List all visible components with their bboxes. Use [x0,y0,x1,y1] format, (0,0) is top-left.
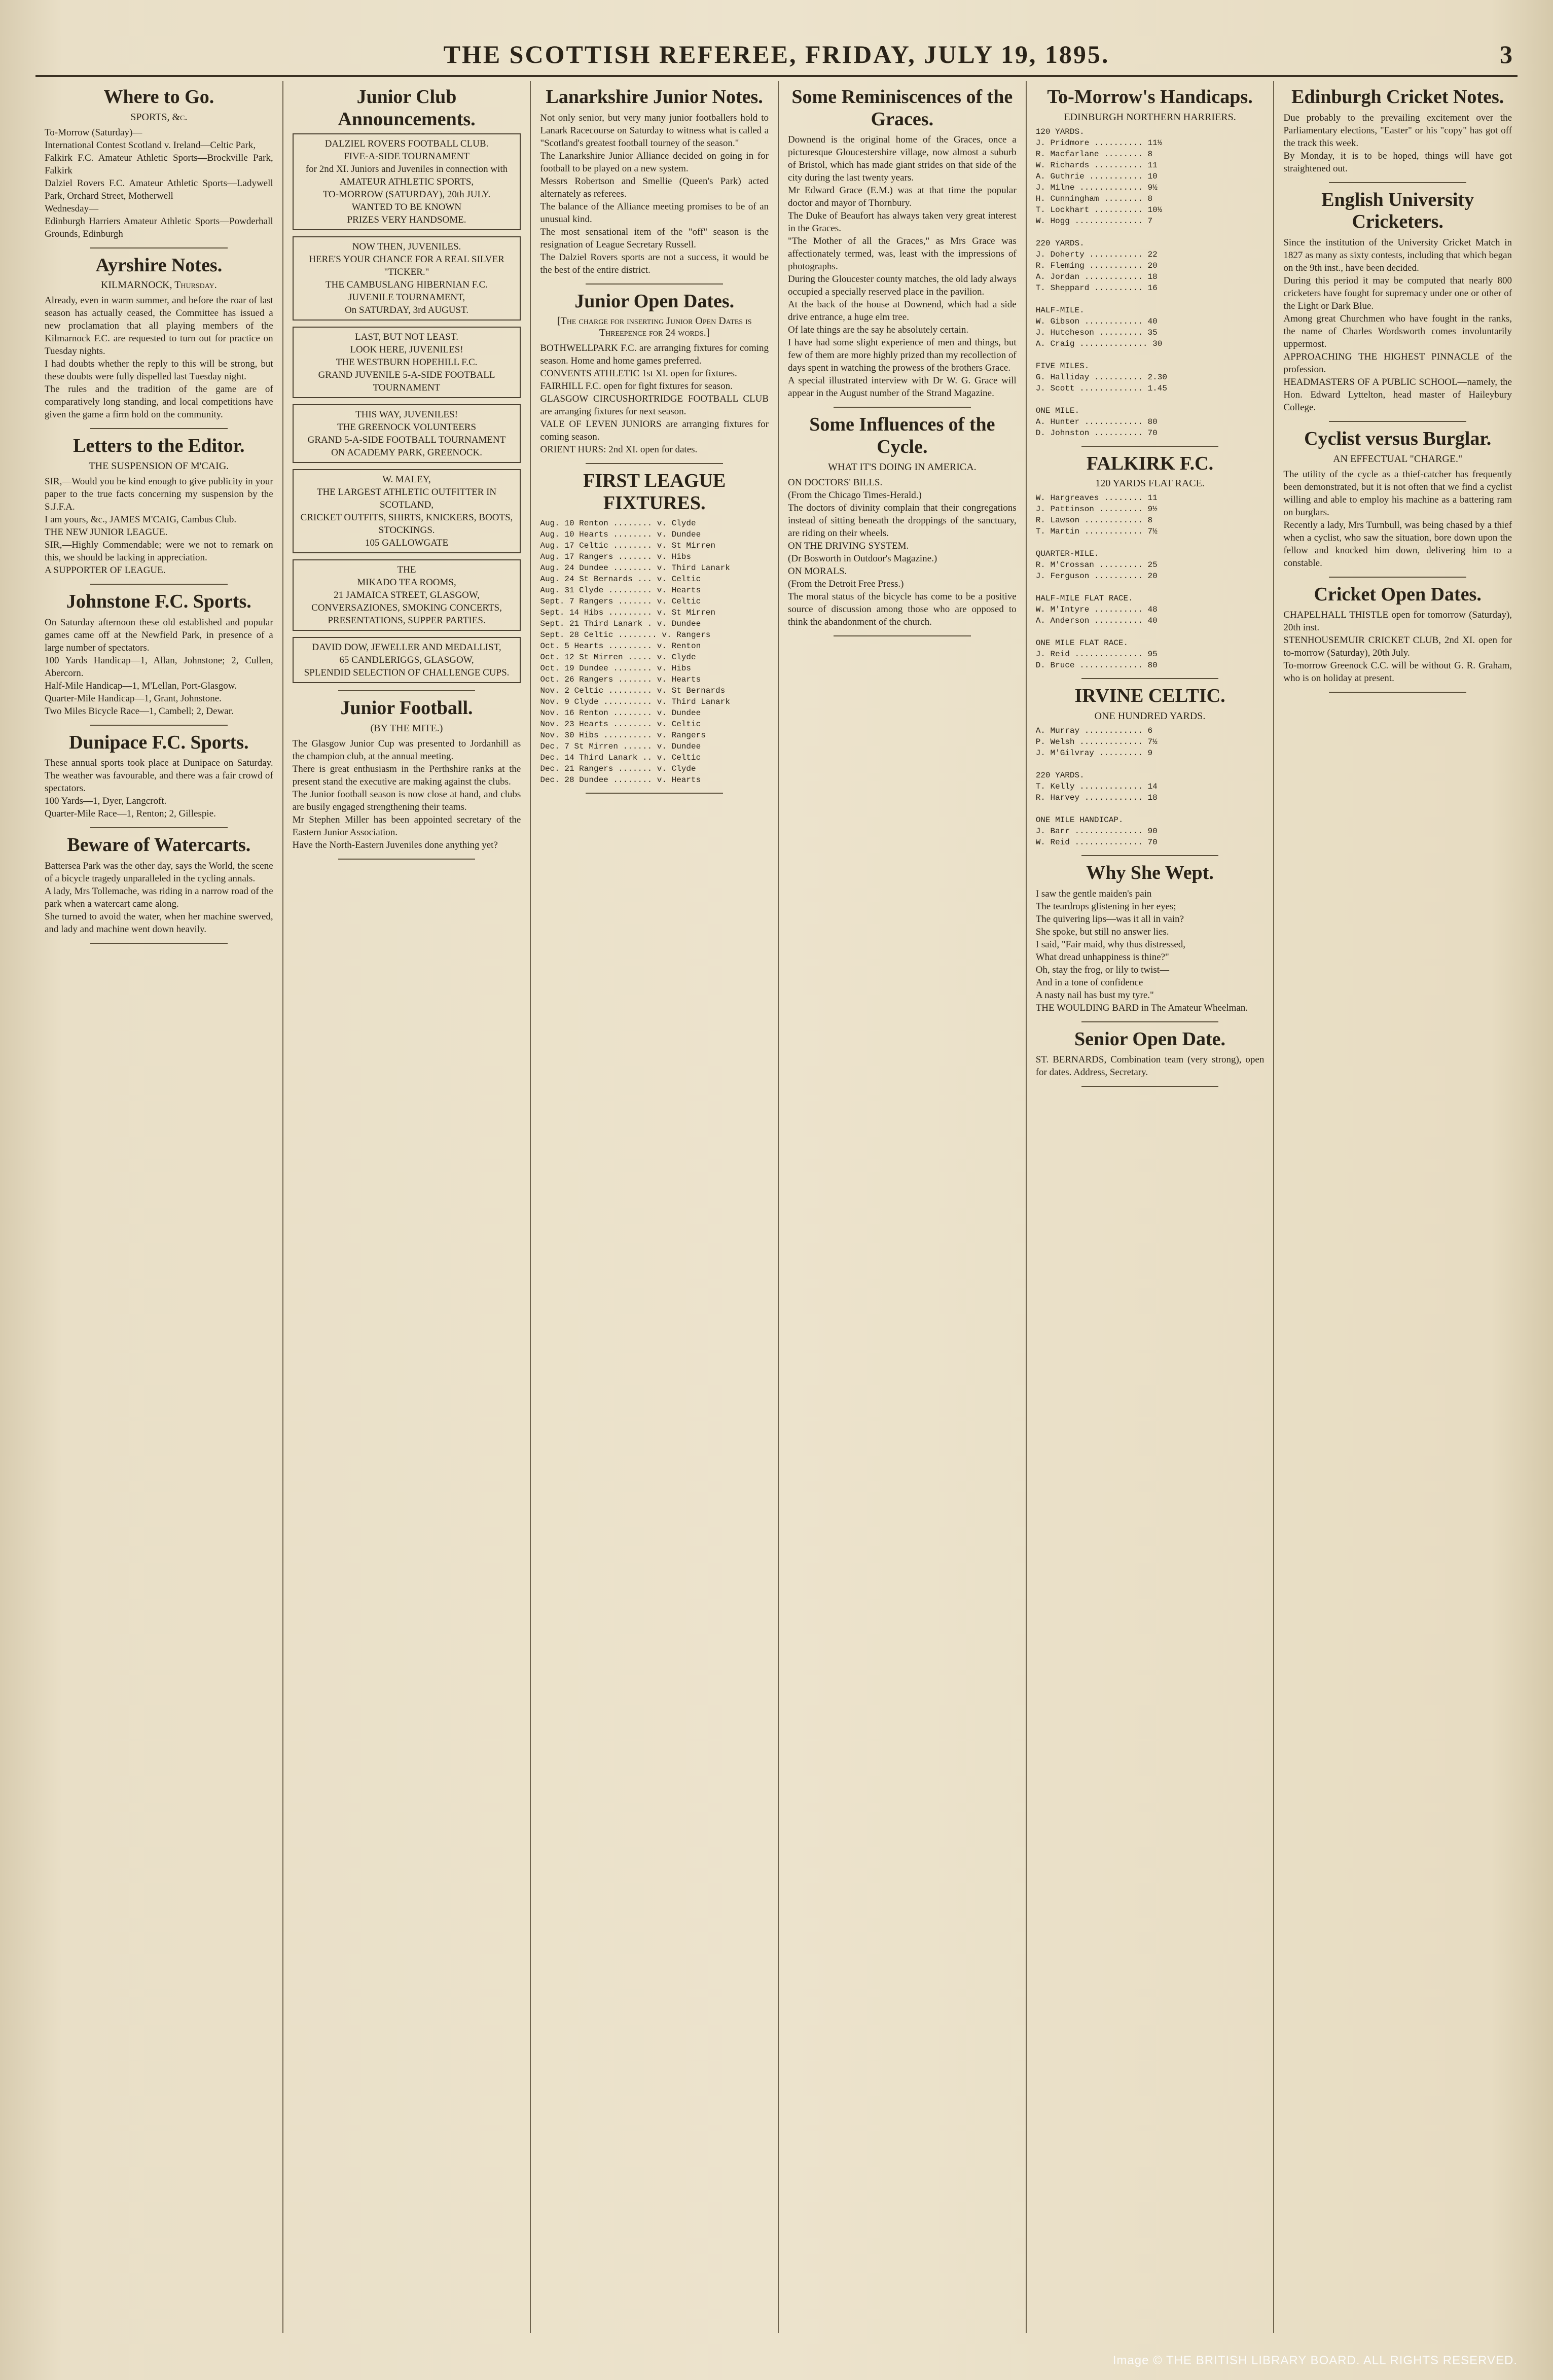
article-paragraph: CONVENTS ATHLETIC 1st XI. open for fixtures. [540,368,737,379]
article-separator [586,283,723,285]
article [45,86,273,240]
columns-container [35,81,1521,2333]
article-paragraph: To-Morrow (Saturday)— [45,127,142,138]
advertisement-line: FIVE-A-SIDE TOURNAMENT [344,151,469,162]
article [45,255,273,421]
advertisement-line: HERE'S YOUR CHANCE FOR A REAL SILVER "TICKER." [309,254,504,278]
advertisement-line: On SATURDAY, 3rd AUGUST. [344,305,469,316]
article-paragraph: Already, even in warm summer, and before the roar of last season has actually ceased, the Committee has issued a new proclamation that all playing members of the Kilmarnock F.C. are requested to turn out for practice on Tuesday nights. [45,295,273,357]
advertisement-line: THE GREENOCK VOLUNTEERS [337,422,477,433]
article-paragraph: At the back of the house at Downend, which had a side drive entrance, a huge elm tree. [788,299,1017,323]
article-paragraph: Downend is the original home of the Graces, once a picturesque Gloucestershire village, now almost a suburb of Bristol, which has made giant strides on that side of the city during the last twenty years. [788,134,1017,184]
page-number: 3 [1500,40,1512,68]
article-paragraph: Not only senior, but very many junior footballers hold to Lanark Racecourse on Saturday to witness what is called a "Scotland's greatest football tourney of the season." [540,112,769,149]
advertisement-line: 21 JAMAICA STREET, GLASGOW, [334,590,480,601]
article-subheading: AN EFFECTUAL "CHARGE." [1333,453,1463,465]
article-paragraph: What dread unhappiness is thine?" [1035,951,1169,963]
copyright-notice: Image © THE BRITISH LIBRARY BOARD. ALL RIGHTS RESERVED. [1112,2354,1518,2367]
article [788,414,1017,628]
article-paragraph: She spoke, but still no answer lies. [1035,926,1169,937]
article-paragraph: A nasty nail has bust my tyre." [1035,989,1154,1001]
article [1036,862,1265,1014]
advertisement-line: SPLENDID SELECTION OF CHALLENGE CUPS. [304,667,510,679]
article-subheading: WHAT IT'S DOING IN AMERICA. [828,461,977,473]
article-paragraph: ON MORALS. [788,565,847,577]
article-separator [834,407,970,408]
article-subheading: 120 YARDS FLAT RACE. [1095,478,1205,489]
article-paragraph: FAIRHILL F.C. open for fight fixtures for season. [540,381,733,392]
advertisement-line: 105 GALLOWGATE [365,538,449,549]
article-paragraph: Half-Mile Handicap—1, M'Lellan, Port-Glasgow. [45,680,237,691]
article [1036,453,1265,671]
article-paragraph: Among great Churchmen who have fought in the ranks, the name of Charles Wordsworth comes involuntarily uppermost. [1283,313,1512,350]
advertisement [293,236,521,321]
article-heading: To-Morrow's Handicaps. [1047,86,1253,108]
article-paragraph: To-morrow Greenock C.C. will be without G. R. Graham, who is on holiday at present. [1283,660,1512,684]
article-paragraph: ON THE DRIVING SYSTEM. [788,540,909,551]
article-paragraph: Wednesday— [45,203,99,214]
article-paragraph: HEADMASTERS OF A PUBLIC SCHOOL—namely, the Hon. Edward Lyttelton, head master of Haileybury College. [1283,377,1512,413]
article-separator [1081,1086,1218,1087]
article-paragraph: (From the Chicago Times-Herald.) [788,489,922,501]
article-separator [1329,692,1466,693]
article-separator [1081,446,1218,447]
column-2 [282,81,530,2333]
article-paragraph: The teardrops glistening in her eyes; [1035,901,1176,912]
article-paragraph: Quarter-Mile Race—1, Renton; 2, Gillespie. [45,808,216,820]
advertisement-line: for 2nd XI. Juniors and Juveniles in connection with [305,164,508,175]
article-paragraph: Dalziel Rovers F.C. Amateur Athletic Sports—Ladywell Park, Orchard Street, Motherwell [45,177,273,201]
article [540,291,769,456]
advertisement-line: CRICKET OUTFITS, SHIRTS, KNICKERS, BOOTS, STOCKINGS. [300,512,513,536]
article-paragraph: Falkirk F.C. Amateur Athletic Sports—Brockville Park, Falkirk [45,152,273,176]
article-subheading: KILMARNOCK, Thursday. [100,279,217,291]
article-separator [1329,421,1466,422]
article-heading: Senior Open Date. [1074,1028,1226,1050]
advertisement-line: AMATEUR ATHLETIC SPORTS, [339,176,474,188]
article-paragraph: (From the Detroit Free Press.) [788,578,904,589]
article-paragraph: (Dr Bosworth in Outdoor's Magazine.) [788,553,937,564]
article-paragraph: GLASGOW CIRCUSHORTRIDGE FOOTBALL CLUB are arranging fixtures for next season. [540,394,769,417]
article-paragraph: Have the North-Eastern Juveniles done anything yet? [292,840,498,851]
advertisement-line: MIKADO TEA ROOMS, [357,577,456,588]
article [788,86,1017,400]
article-paragraph: During this period it may be computed that nearly 800 cricketers have fought for supremacy under one or other of the Light or Dark Blue. [1283,275,1512,312]
article-paragraph: I had doubts whether the reply to this will be strong, but these doubts were fully dispelled last Tuesday night. [45,359,273,382]
article-paragraph: A special illustrated interview with Dr W. G. Grace will appear in the August number of the Strand Magazine. [788,375,1017,399]
article-paragraph: By Monday, it is to be hoped, things will have got straightened out. [1283,150,1512,174]
article-subheading: THE SUSPENSION OF M'CAIG. [89,460,229,472]
article-paragraph: The Lanarkshire Junior Alliance decided on going in for football to be played on a new system. [540,150,769,174]
article-paragraph: The Duke of Beaufort has always taken very great interest in the Graces. [788,210,1017,234]
article-separator [338,690,475,691]
article-separator [90,428,227,429]
article-paragraph: Mr Edward Grace (E.M.) was at that time the popular doctor and mayor of Thornbury. [788,185,1017,209]
advertisement-line: LAST, BUT NOT LEAST. [355,332,458,343]
article-subheading: [The charge for inserting Junior Open Dates is Threepence for 24 words.] [557,315,752,339]
article-paragraph: I said, "Fair maid, why thus distressed, [1035,939,1186,950]
article-heading: Lanarkshire Junior Notes. [546,86,763,108]
advertisement-line: THE WESTBURN HOPEHILL F.C. [336,357,478,368]
article-heading: FALKIRK F.C. [1086,452,1214,474]
article-paragraph: During the Gloucester county matches, the old lady always occupied a specially reserved place in the pavilion. [788,274,1017,298]
article-paragraph: The most sensational item of the "off" season is the resignation of League Secretary Russell. [540,226,769,250]
article [45,834,273,936]
article-separator [1081,1021,1218,1022]
article-paragraph: THE WOULDING BARD in The Amateur Wheelman. [1035,1002,1248,1013]
masthead-rule [35,75,1518,77]
article-heading: FIRST LEAGUE FIXTURES. [583,470,726,514]
article-paragraph: The balance of the Alliance meeting promises to be of an unusual kind. [540,201,769,225]
article-paragraph: The moral status of the bicycle has come to be a positive source of discussion among those who are opposed to think the abandonment of the church. [788,591,1017,627]
advertisement-line: LOOK HERE, JUVENILES! [350,344,463,356]
article-heading: Beware of Watercarts. [67,834,251,856]
article-paragraph: There is great enthusiasm in the Perthshire ranks at the present stand the executive are making against the clubs. [292,764,521,788]
article-heading: Junior Football. [340,697,473,719]
article-paragraph: VALE OF LEVEN JUNIORS are arranging fixtures for coming season. [540,419,769,443]
article-paragraph: The Junior football season is now close at hand, and clubs are busily engaged strengthening their teams. [292,789,521,813]
advertisement-line: DALZIEL ROVERS FOOTBALL CLUB. [324,138,489,150]
article-separator [1329,182,1466,183]
advertisement-line: DAVID DOW, JEWELLER AND MEDALLIST, [312,642,501,653]
article-paragraph: The rules and the tradition of the game are of comparatively long standing, and local competitions have given the game a firm hold on the community. [45,384,273,420]
article-separator [1081,678,1218,679]
results-table: W. Hargreaves ........ 11 J. Pattinson ......... 9½ R. Lawson ............ 8 T. Martin ............ 7½ QUARTER-MILE. R. M'Crossan ......... 25 J. Ferguson .......... 20 HALF-MILE FLAT RACE. W. M'Intyre .......... 48 A. Anderson .......... 40 ONE MILE FLAT RACE. J. Reid .............. 95 D. Bruce ............. 80 [1035,493,1158,670]
advertisement-line: NOW THEN, JUVENILES. [352,241,461,253]
article-separator [338,859,475,860]
article-heading: Junior Club Announcements. [338,86,476,130]
advertisement-line: JUVENILE TOURNAMENT, [348,292,465,303]
article-heading: Letters to the Editor. [73,435,245,457]
advertisement-line: 65 CANDLERIGGS, GLASGOW, [339,655,474,666]
article-heading: IRVINE CELTIC. [1074,685,1225,707]
article-paragraph: THE NEW JUNIOR LEAGUE. [45,527,168,538]
advertisement-line: WANTED TO BE KNOWN [351,202,462,213]
article-separator [1329,577,1466,578]
article-separator [90,247,227,248]
article-separator [90,725,227,726]
article-paragraph: A SUPPORTER OF LEAGUE. [45,565,166,576]
article-separator [1081,855,1218,856]
article [1283,584,1512,685]
advertisement [293,133,521,230]
advertisement-line: GRAND JUVENILE 5-A-SIDE FOOTBALL TOURNAMENT [318,370,495,394]
article-paragraph: The doctors of divinity complain that their congregations instead of sitting beneath the droppings of the sanctuary, are riding on their wheels. [788,502,1017,539]
article-paragraph: Recently a lady, Mrs Turnbull, was being chased by a thief when a cyclist, who saw the situation, bore down upon the fellow and knocked him down, delivering him to a constable. [1283,519,1512,569]
article-paragraph: ON DOCTORS' BILLS. [788,477,883,488]
advertisement-line: GRAND 5-A-SIDE FOOTBALL TOURNAMENT [307,435,506,446]
article-paragraph: International Contest Scotland v. Ireland—Celtic Park, [45,139,256,151]
article [1036,1028,1265,1079]
article-paragraph: Edinburgh Harriers Amateur Athletic Sports—Powderhall Grounds, Edinburgh [45,216,273,239]
article-heading: Cricket Open Dates. [1314,583,1482,605]
article [540,86,769,276]
article-paragraph: 100 Yards Handicap—1, Allan, Johnstone; 2, Cullen, Abercorn. [45,655,273,679]
article-paragraph: Two Miles Bicycle Race—1, Cambell; 2, Dewar. [45,705,234,717]
masthead [35,40,1518,70]
article [293,697,521,851]
article-paragraph: The quivering lips—was it all in vain? [1035,913,1184,925]
article-paragraph: I am yours, &c., JAMES M'CAIG, Cambus Club. [45,514,237,525]
masthead-title: THE SCOTTISH REFEREE, FRIDAY, JULY 19, 1895. [443,40,1110,68]
advertisement-line: THE CAMBUSLANG HIBERNIAN F.C. [326,279,488,291]
article-paragraph: These annual sports took place at Dunipace on Saturday. The weather was favourable, and there was a fair crowd of spectators. [45,758,273,794]
article [45,591,273,718]
article-subheading: SPORTS, &c. [130,111,188,123]
results-table: A. Murray ............ 6 P. Welsh ............. 7½ J. M'Gilvray ......... 9 220 YARDS. T. Kelly ............. 14 R. Harvey ............ 18 ONE MILE HANDICAP. J. Barr .............. 90 W. Reid .............. 70 [1035,726,1158,847]
column-4 [778,81,1026,2333]
article-paragraph: Since the institution of the University Cricket Match in 1827 as many as sixty contests, including that which began on the 9th inst., have been decided. [1283,237,1512,274]
article-heading: Why She Wept. [1086,862,1214,884]
article-paragraph: And in a tone of confidence [1035,977,1143,988]
article-heading: Johnstone F.C. Sports. [66,591,251,613]
article-paragraph: Battersea Park was the other day, says the World, the scene of a bicycle tragedy unparalleled in the cycling annals. [45,861,273,884]
article [1283,189,1512,414]
column-3 [530,81,778,2333]
advertisement [293,559,521,631]
article-paragraph: Messrs Robertson and Smellie (Queen's Park) acted alternately as referees. [540,175,769,199]
article-paragraph: Due probably to the prevailing excitement over the Parliamentary elections, "Easter" or his "copy" has got off the track this week. [1283,112,1512,149]
article-paragraph: CHAPELHALL THISTLE open for tomorrow (Saturday), 20th inst. [1283,610,1512,633]
article-subheading: EDINBURGH NORTHERN HARRIERS. [1064,111,1236,123]
article-subheading: ONE HUNDRED YARDS. [1094,711,1206,722]
article [45,435,273,577]
article-paragraph: She turned to avoid the water, when her machine swerved, and lady and machine went down heavily. [45,911,273,935]
article-paragraph: Quarter-Mile Handicap—1, Grant, Johnstone. [45,693,222,704]
article-subheading: (BY THE MITE.) [370,723,443,734]
article-paragraph: SIR,—Highly Commendable; were we not to remark on this, we should be lacking in appreciation. [45,540,273,563]
article-paragraph: Oh, stay the frog, or lily to twist— [1035,964,1170,975]
advertisement-line: W. MALEY, [382,474,431,485]
article [1036,86,1265,439]
article-paragraph: STENHOUSEMUIR CRICKET CLUB, 2nd XI. open for to-morrow (Saturday), 20th July. [1283,635,1512,659]
article [45,732,273,821]
article [1036,685,1265,848]
article-heading: Some Reminiscences of the Graces. [791,86,1013,130]
article-paragraph: SIR,—Would you be kind enough to give publicity in your paper to the true facts concerning my suspension by the S.J.F.A. [45,476,273,513]
advertisement-line: CONVERSAZIONES, SMOKING CONCERTS, PRESENTATIONS, SUPPER PARTIES. [311,602,502,626]
article-paragraph: BOTHWELLPARK F.C. are arranging fixtures for coming season. Home and home games preferred. [540,343,769,367]
column-5 [1026,81,1274,2333]
article-heading: Edinburgh Cricket Notes. [1291,86,1504,108]
article [1283,428,1512,570]
article-heading: Where to Go. [103,86,214,108]
advertisement [293,469,521,553]
results-table: Aug. 10 Renton ........ v. Clyde Aug. 10 Hearts ........ v. Dundee Aug. 17 Celtic ........ v. St Mirren Aug. 17 Rangers ....... v. Hibs Aug. 24 Dundee ........ v. Third Lanark Aug. 24 St Bernards ... v. Celtic Aug. 31 Clyde ......... v. Hearts Sept. 7 Rangers ....... v. Celtic Sept. 14 Hibs ......... v. St Mirren Sept. 21 Third Lanark . v. Dundee Sept. 28 Celtic ........ v. Rangers Oct. 5 Hearts ......... v. Renton Oct. 12 St Mirren ..... v. Clyde Oct. 19 Dundee ........ v. Hibs Oct. 26 Rangers ....... v. Hearts Nov. 2 Celtic ......... v. St Bernards Nov. 9 Clyde .......... v. Third Lanark Nov. 16 Renton ........ v. Dundee Nov. 23 Hearts ........ v. Celtic Nov. 30 Hibs .......... v. Rangers Dec. 7 St Mirren ...... v. Dundee Dec. 14 Third Lanark .. v. Celtic Dec. 21 Rangers ....... v. Clyde Dec. 28 Dundee ........ v. Hearts [540,518,730,785]
article-heading: Junior Open Dates. [574,290,735,312]
article-heading: Some Influences of the Cycle. [809,414,995,458]
article-paragraph: "The Mother of all the Graces," as Mrs Grace was affectionately termed, was, least with the impressions of photographs. [788,236,1017,272]
article-paragraph: I have had some slight experience of men and things, but few of them are more highly prized than my recollection of days spent in watching the prowess of the brothers Grace. [788,337,1017,374]
article-separator [834,635,970,636]
article [1283,86,1512,175]
article-separator [586,463,723,464]
article-paragraph: The Dalziel Rovers sports are not a success, it would be the best of the entire district. [540,252,769,275]
results-table: 120 YARDS. J. Pridmore .......... 11½ R. Macfarlane ........ 8 W. Richards .......... 11 A. Guthrie ........... 10 J. Milne ............. 9½ H. Cunningham ........ 8 T. Lockhart .......... 10½ W. Hogg .............. 7 220 YARDS. J. Doherty ........... 22 R. Fleming ........... 20 A. Jordan ............ 18 T. Sheppard .......... 16 HALF-MILE. W. Gibson ............ 40 J. Hutcheson ......... 35 A. Craig .............. 30 FIVE MILES. G. Halliday .......... 2.30 J. Scott ............. 1.45 ONE MILE. A. Hunter ............ 80 D. Johnston .......... 70 [1035,127,1167,438]
article [540,470,769,785]
advertisement [293,327,521,398]
article-separator [586,793,723,794]
advertisement-line: PRIZES VERY HANDSOME. [347,215,466,226]
advertisement [293,404,521,463]
article-paragraph: The utility of the cycle as a thief-catcher has frequently been demonstrated, but it is not often that we find a cyclist willing and able to employ his machine as a battering ram on burglars. [1283,469,1512,518]
advertisement-line: TO-MORROW (SATURDAY), 20th JULY. [322,189,491,200]
article-paragraph: A lady, Mrs Tollemache, was riding in a narrow road of the park when a watercart came along. [45,886,273,910]
article-separator [90,827,227,828]
column-1 [35,81,282,2333]
advertisement [293,637,521,683]
article-heading: Dunipace F.C. Sports. [69,731,249,753]
article-heading: Ayrshire Notes. [95,254,223,276]
article-paragraph: APPROACHING THE HIGHEST PINNACLE of the profession. [1283,351,1512,375]
article [293,86,521,683]
article-heading: Cyclist versus Burglar. [1304,428,1492,450]
advertisement-line: THE [397,564,416,576]
article-paragraph: Of late things are the say he absolutely certain. [788,325,969,336]
article-paragraph: ST. BERNARDS, Combination team (very strong), open for dates. Address, Secretary. [1035,1054,1265,1078]
article-paragraph: 100 Yards—1, Dyer, Langcroft. [45,796,167,807]
advertisement-line: THIS WAY, JUVENILES! [355,409,458,420]
article-separator [90,584,227,585]
article-heading: English University Cricketers. [1321,189,1474,233]
article-paragraph: The Glasgow Junior Cup was presented to Jordanhill as the champion club, at the annual meeting. [292,738,521,762]
advertisement-line: ON ACADEMY PARK, GREENOCK. [331,447,482,458]
article-paragraph: ORIENT HURS: 2nd XI. open for dates. [540,444,698,455]
column-6 [1273,81,1521,2333]
advertisement-line: THE LARGEST ATHLETIC OUTFITTER IN SCOTLAND, [316,487,497,511]
article-paragraph: On Saturday afternoon these old established and popular games came off at the Newfield Park, in presence of a large number of spectators. [45,617,273,653]
article-paragraph: Mr Stephen Miller has been appointed secretary of the Eastern Junior Association. [292,814,521,838]
article-paragraph: I saw the gentle maiden's pain [1035,888,1152,899]
article-separator [90,943,227,944]
